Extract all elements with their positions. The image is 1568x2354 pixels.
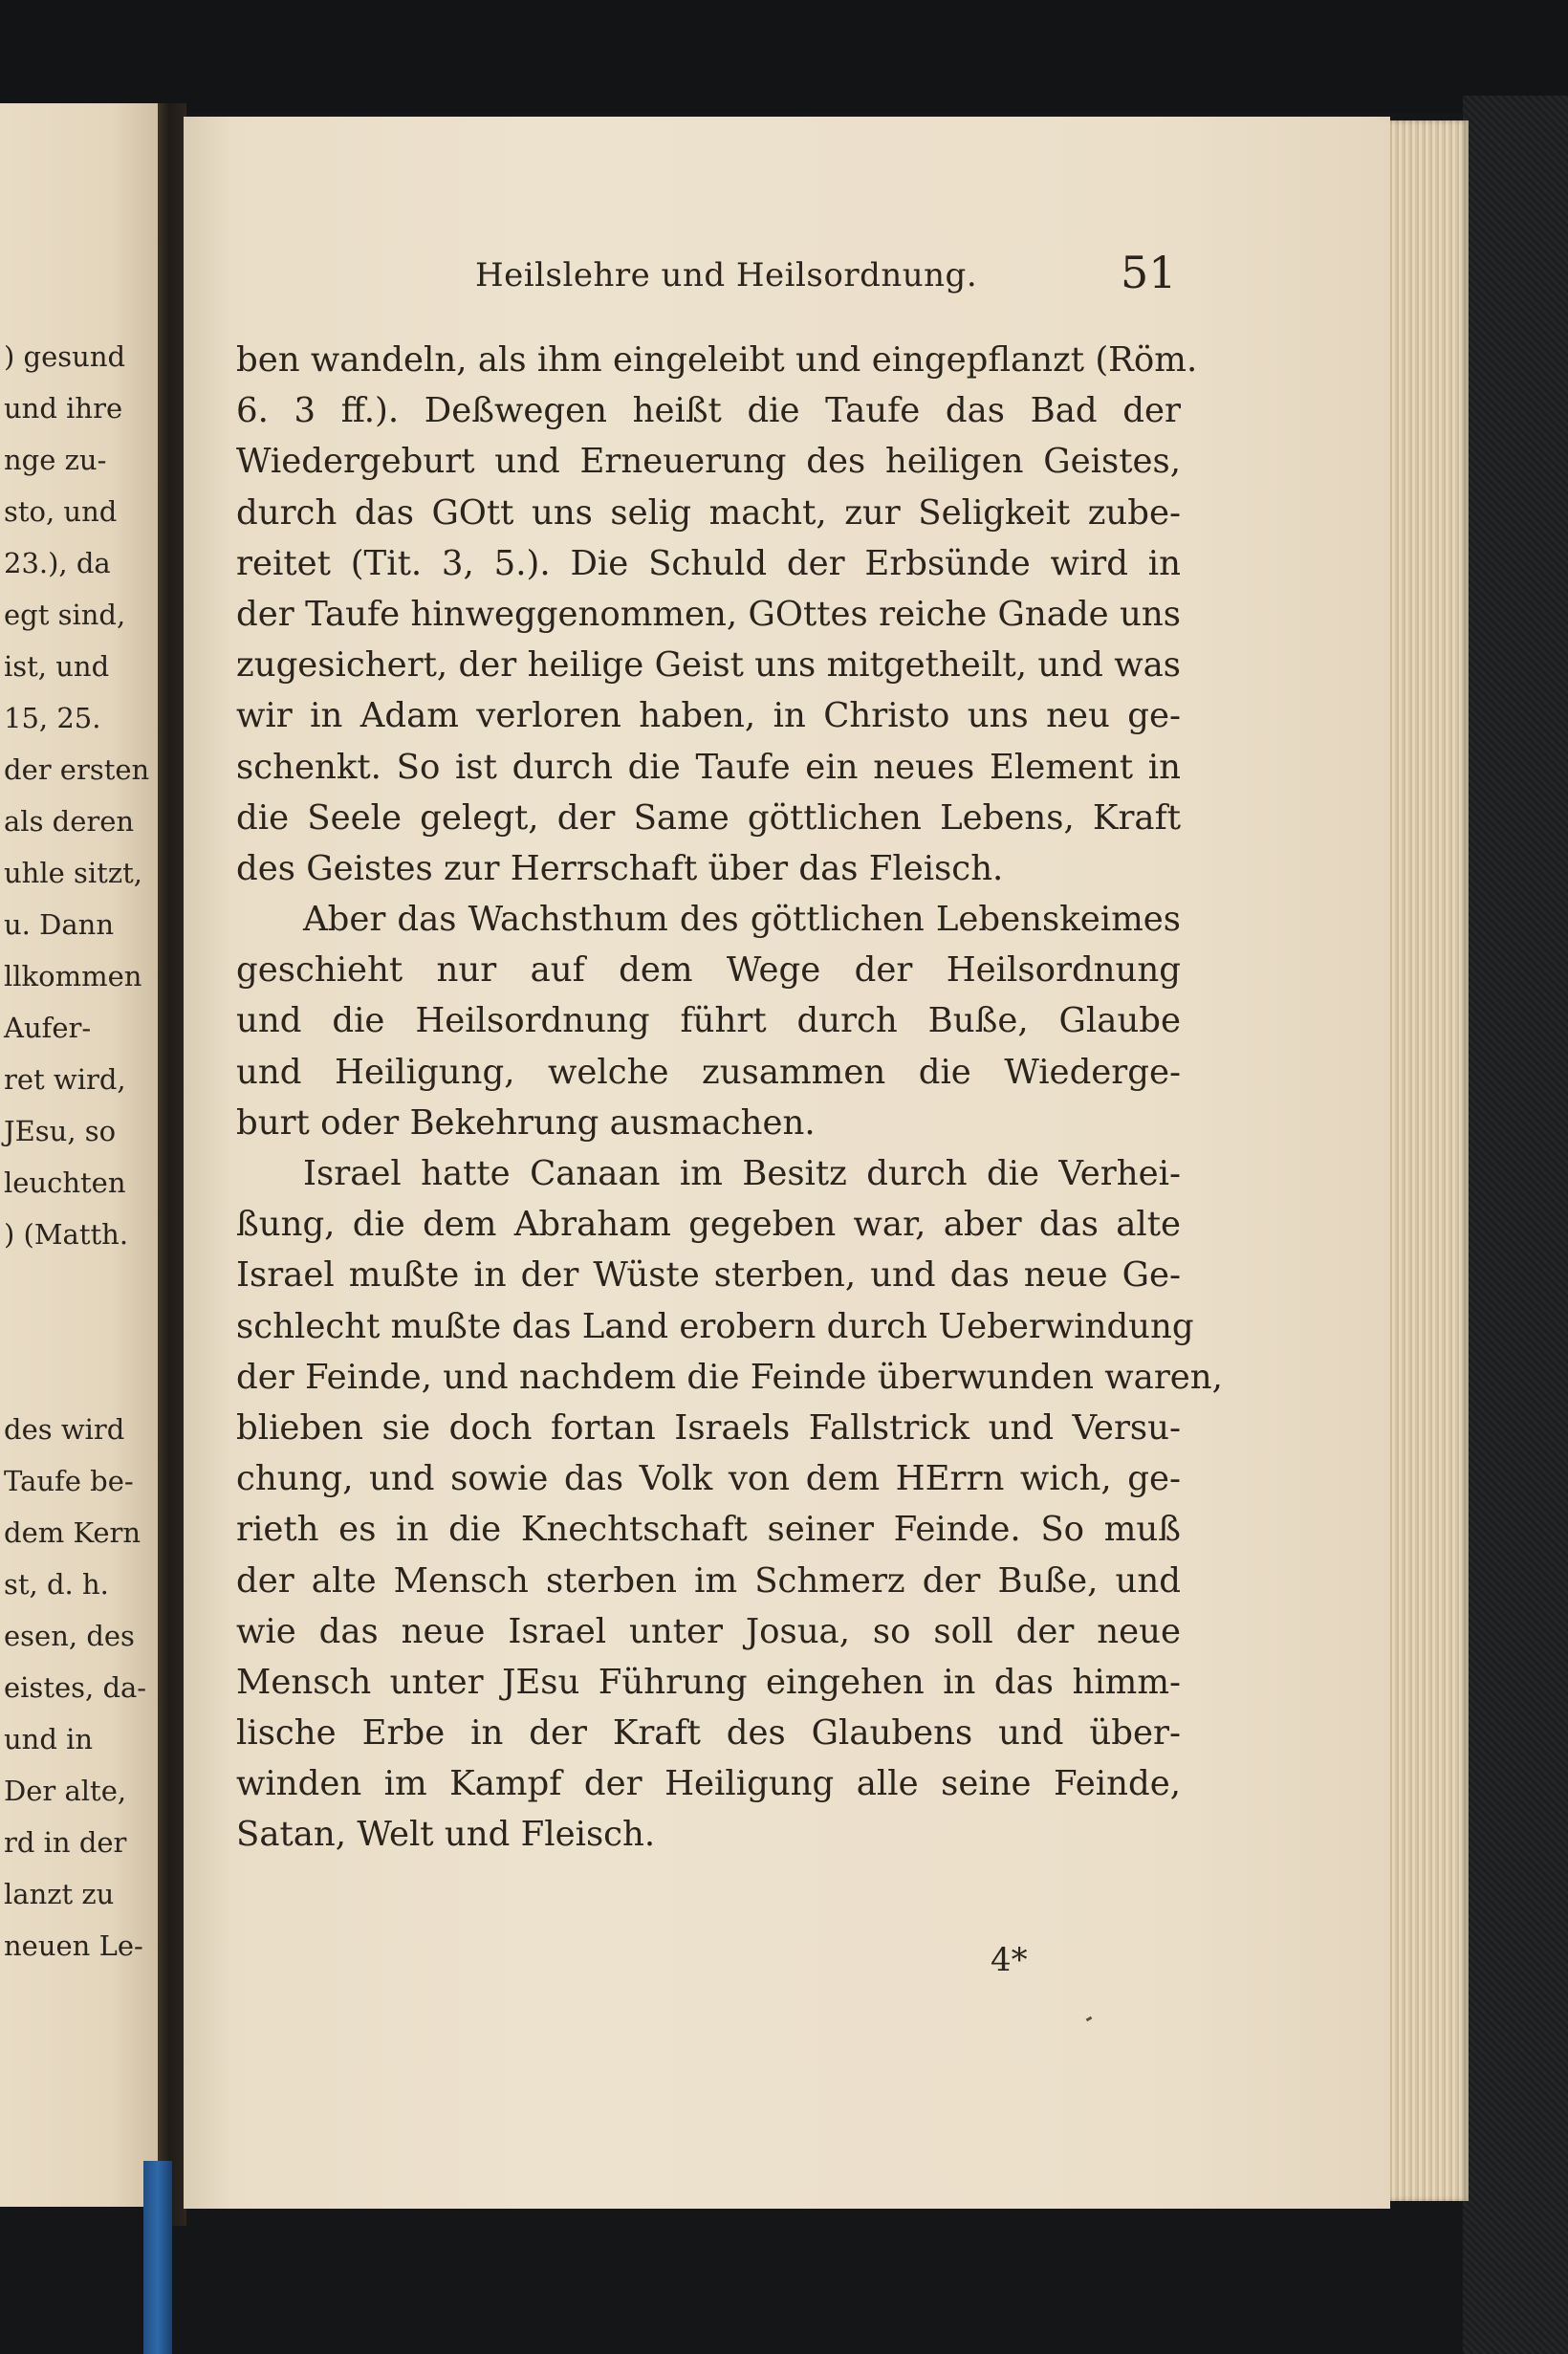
text-line: chung, und sowie das Volk von dem HErrn wich, ge- bbox=[236, 1459, 1181, 1499]
text-line: ßung, die dem Abraham gegeben war, aber das alte bbox=[236, 1205, 1181, 1245]
left-page-line: uhle sitzt, bbox=[4, 857, 142, 889]
page-number: 51 bbox=[1121, 247, 1177, 298]
text-line: der Feinde, und nachdem die Feinde überwunden waren, bbox=[236, 1357, 1223, 1397]
left-page-line: nge zu- bbox=[4, 444, 107, 476]
text-line: schenkt. So ist durch die Taufe ein neues Element in bbox=[236, 747, 1181, 787]
left-page-line: JEsu, so bbox=[4, 1115, 117, 1147]
text-line: winden im Kampf der Heiligung alle seine Feinde, bbox=[236, 1764, 1181, 1804]
book-cover-right bbox=[1463, 96, 1568, 2354]
left-page-line: und in bbox=[4, 1723, 94, 1755]
text-line: die Seele gelegt, der Same göttlichen Lebens, Kraft bbox=[236, 797, 1181, 838]
text-line: Israel hatte Canaan im Besitz durch die Verhei- bbox=[303, 1154, 1181, 1193]
text-line: geschieht nur auf dem Wege der Heilsordnung bbox=[236, 950, 1181, 991]
text-line: Wiedergeburt und Erneuerung des heiligen Geistes, bbox=[236, 442, 1181, 482]
left-page-line: u. Dann bbox=[4, 908, 115, 941]
text-line: schlecht mußte das Land erobern durch Ueberwindung bbox=[236, 1306, 1194, 1346]
left-page-line: llkommen bbox=[4, 960, 142, 992]
left-page-line: dem Kern bbox=[4, 1516, 142, 1549]
left-page-line: ) (Matth. bbox=[4, 1218, 129, 1251]
left-page-line: lanzt zu bbox=[4, 1878, 115, 1910]
text-line: rieth es in die Knechtschaft seiner Feinde. So muß bbox=[236, 1510, 1181, 1550]
text-line: lische Erbe in der Kraft des Glaubens und über- bbox=[236, 1713, 1181, 1754]
text-line: Israel mußte in der Wüste sterben, und das neue Ge- bbox=[236, 1255, 1181, 1296]
left-page-line: Taufe be- bbox=[4, 1465, 134, 1497]
left-page-line: leuchten bbox=[4, 1166, 126, 1199]
book-gutter bbox=[158, 103, 186, 2226]
text-line: 6. 3 ff.). Deßwegen heißt die Taufe das Bad der bbox=[236, 391, 1181, 431]
left-page-line: ) gesund bbox=[4, 340, 126, 373]
text-line: der Taufe hinweggenommen, GOttes reiche Gnade uns bbox=[236, 594, 1181, 634]
body-text bbox=[236, 335, 1223, 1861]
left-page-fragment bbox=[0, 103, 158, 2207]
left-page-line: ret wird, bbox=[4, 1063, 126, 1096]
text-line: blieben sie doch fortan Israels Fallstrick und Versu- bbox=[236, 1407, 1181, 1448]
left-page-line: des wird bbox=[4, 1413, 125, 1446]
left-page-line: sto, und bbox=[4, 495, 118, 528]
text-line: reitet (Tit. 3, 5.). Die Schuld der Erbsünde wird in bbox=[236, 543, 1181, 583]
text-line: und Heiligung, welche zusammen die Wiederge- bbox=[236, 1052, 1181, 1092]
text-line: ben wandeln, als ihm eingeleibt und eingepflanzt (Röm. bbox=[236, 340, 1198, 380]
text-line: burt oder Bekehrung ausmachen. bbox=[236, 1102, 816, 1143]
text-line: Aber das Wachsthum des göttlichen Lebenskeimes bbox=[303, 900, 1181, 940]
left-page-line: rd in der bbox=[4, 1826, 127, 1859]
left-page-line: ist, und bbox=[4, 650, 110, 683]
signature-mark: 4* bbox=[991, 1941, 1028, 1979]
left-page-line: esen, des bbox=[4, 1620, 135, 1652]
text-line: Mensch unter JEsu Führung eingehen in das himm- bbox=[236, 1662, 1181, 1702]
left-page-line: neuen Le- bbox=[4, 1929, 143, 1962]
left-page-line: und ihre bbox=[4, 392, 123, 425]
left-page-line: als deren bbox=[4, 805, 135, 838]
text-line: zugesichert, der heilige Geist uns mitgetheilt, und was bbox=[236, 645, 1181, 686]
bookmark-ribbon bbox=[143, 2161, 172, 2354]
text-line: und die Heilsordnung führt durch Buße, Glaube bbox=[236, 1001, 1181, 1041]
text-line: wie das neue Israel unter Josua, so soll der neue bbox=[236, 1611, 1181, 1651]
left-page-line: der ersten bbox=[4, 753, 150, 786]
text-line: wir in Adam verloren haben, in Christo uns neu ge- bbox=[236, 696, 1181, 736]
page-edges bbox=[1390, 120, 1469, 2201]
left-page-line: eistes, da- bbox=[4, 1671, 147, 1704]
left-page-line: 23.), da bbox=[4, 547, 111, 579]
left-page-line: egt sind, bbox=[4, 599, 126, 631]
left-page-line: st, d. h. bbox=[4, 1568, 109, 1601]
text-line: des Geistes zur Herrschaft über das Fleisch. bbox=[236, 848, 1004, 888]
text-line: durch das GOtt uns selig macht, zur Seligkeit zube- bbox=[236, 492, 1181, 533]
text-line: der alte Mensch sterben im Schmerz der Buße, und bbox=[236, 1560, 1181, 1601]
running-title: Heilslehre und Heilsordnung. bbox=[475, 256, 978, 294]
left-page-line: Der alte, bbox=[4, 1775, 127, 1807]
book-cover-top bbox=[0, 0, 1568, 113]
text-line: Satan, Welt und Fleisch. bbox=[236, 1815, 656, 1855]
left-page-line: 15, 25. bbox=[4, 702, 101, 734]
left-page-line: Aufer- bbox=[4, 1012, 92, 1044]
